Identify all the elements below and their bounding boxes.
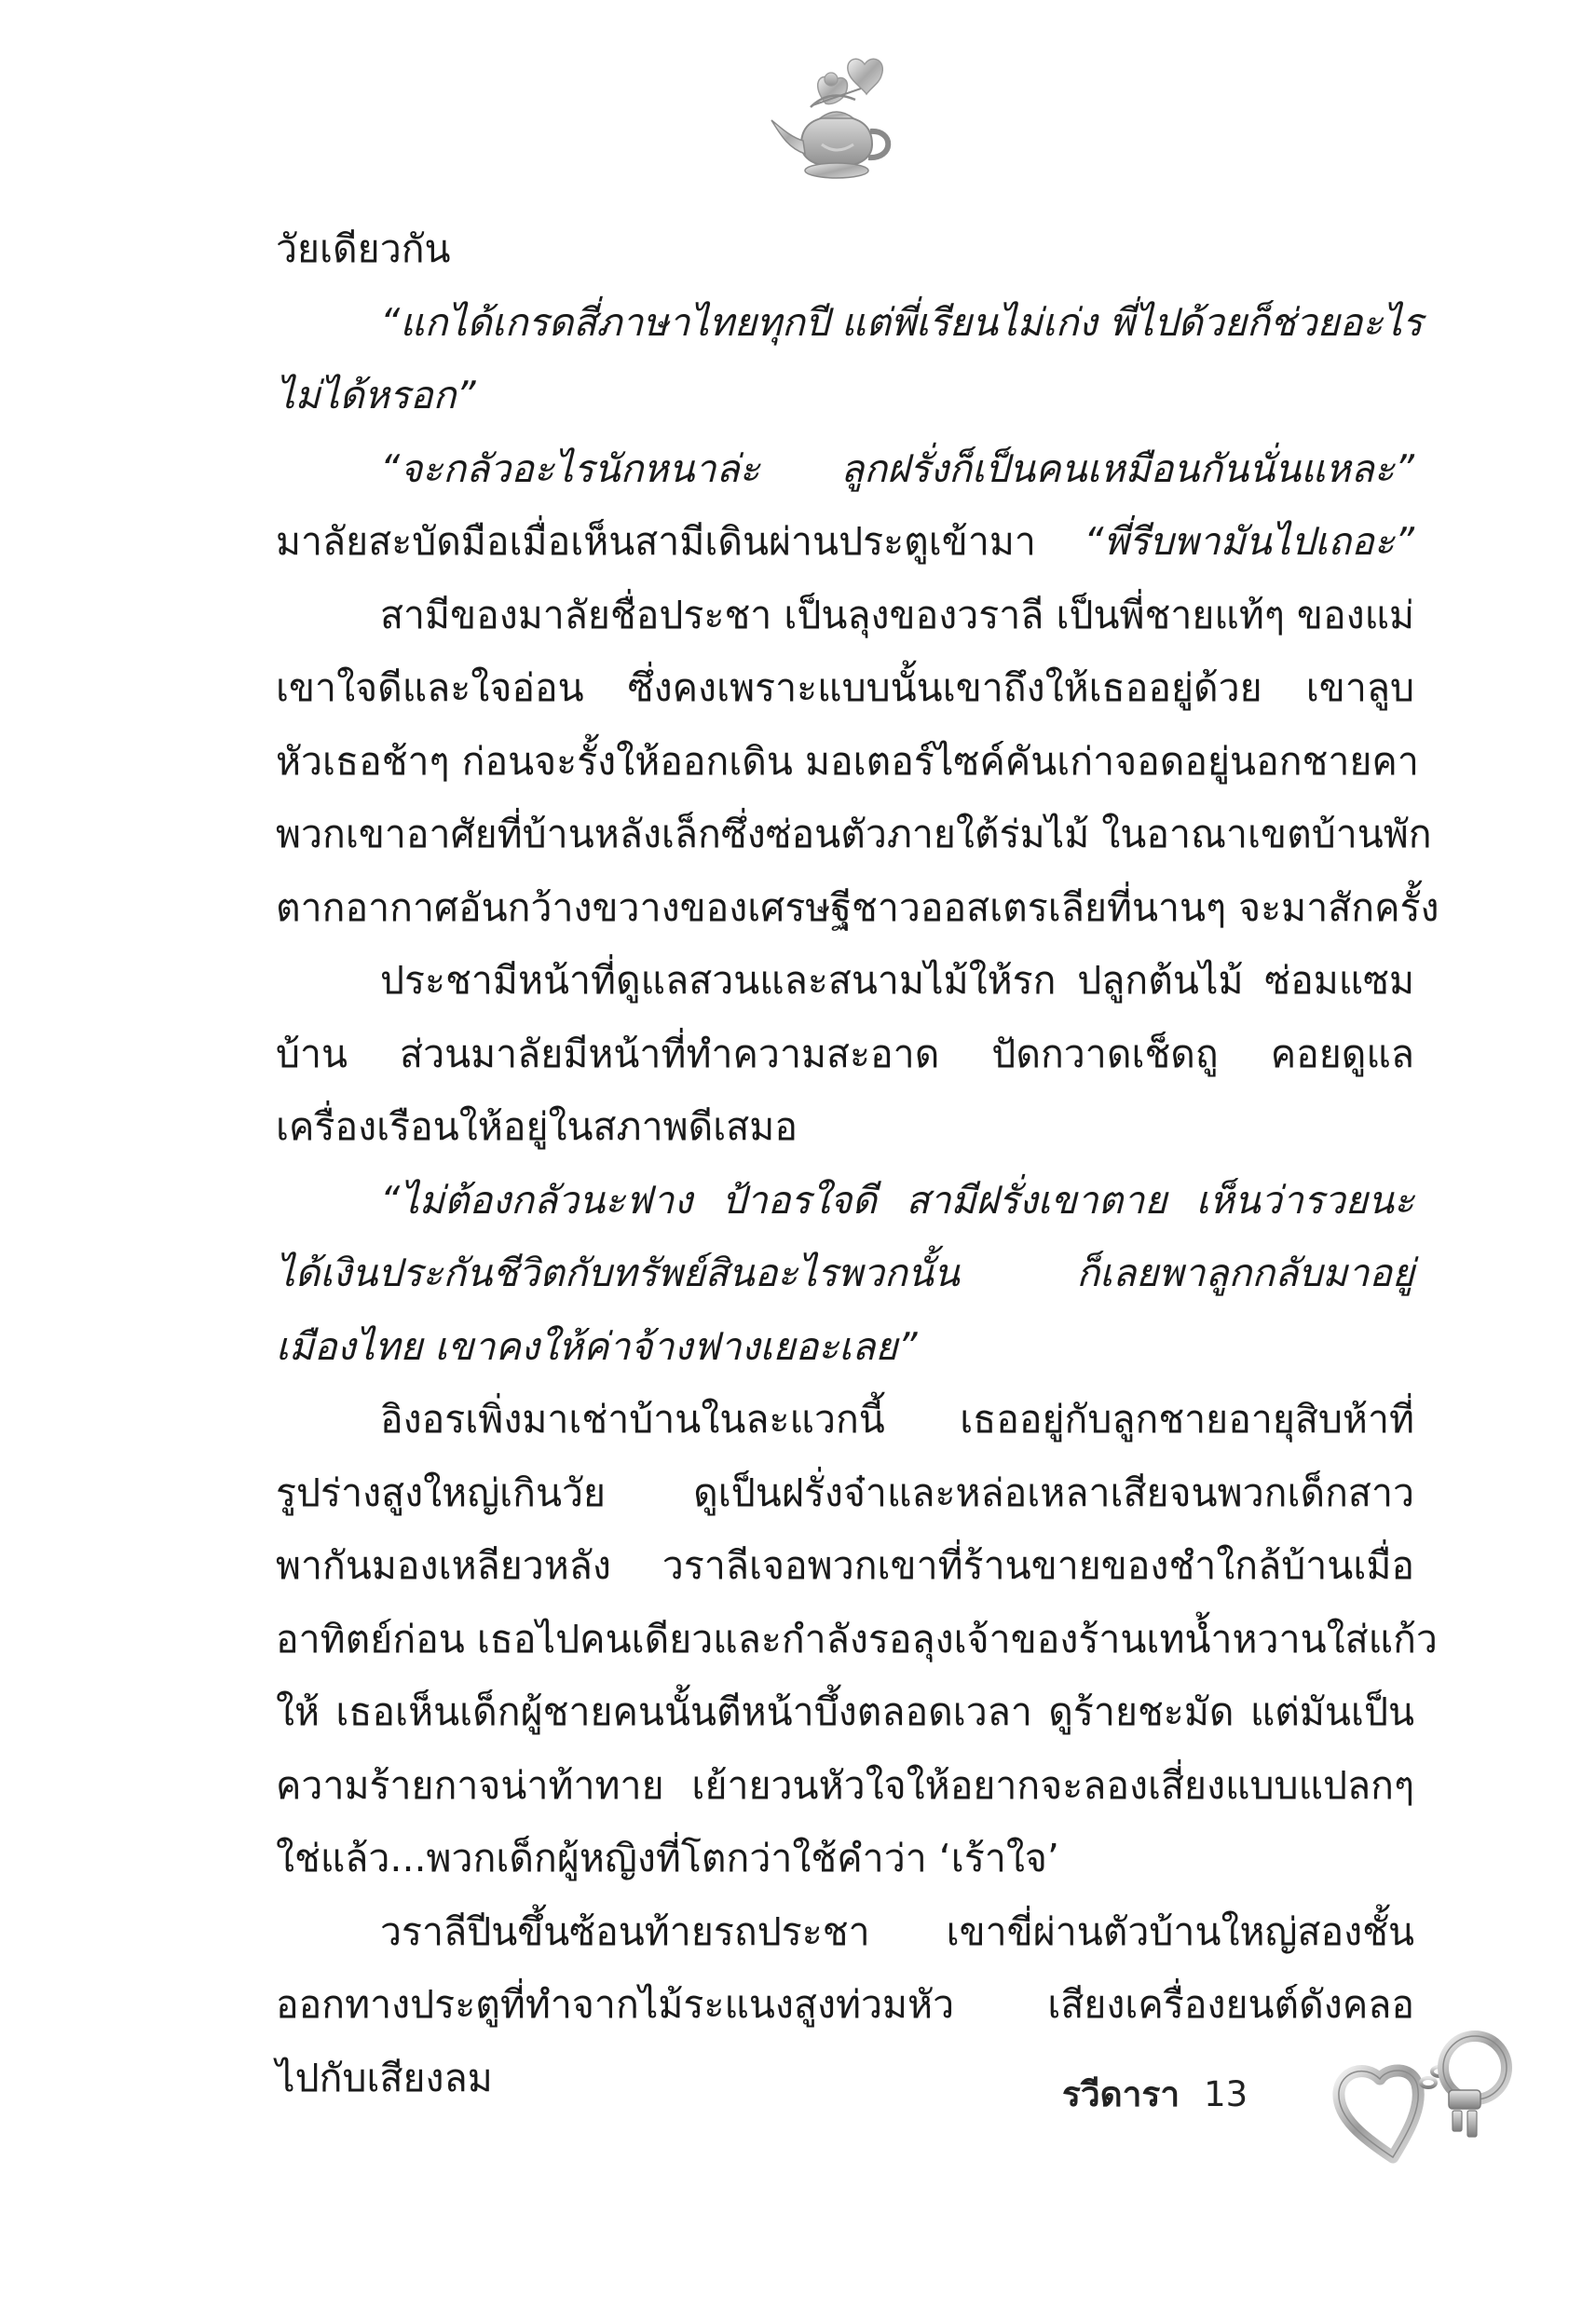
text-line: พวกเขาอาศัยที่บ้านหลังเล็กซึ่งซ่อนตัวภายใต้ร่มไม้ ในอาณาเขตบ้านพัก (276, 812, 1432, 856)
text-line: ประชามีหน้าที่ดูแลสวนและสนามไม้ให้รก ปลูกต้นไม้ ซ่อมแซม (380, 958, 1414, 1003)
text-line: ความร้ายกาจน่าท้าทาย เย้ายวนหัวใจให้อยากจะลองเสี่ยงแบบแปลกๆ (276, 1762, 1414, 1808)
text-line: ออกทางประตูที่ทำจากไม้ระแนงสูงท่วมหัว เสียงเครื่องยนต์ดังคลอ (276, 1982, 1414, 2027)
text-line: หัวเธอช้าๆ ก่อนจะรั้งให้ออกเดิน มอเตอร์ไซค์คันเก่าจอดอยู่นอกชายคา (276, 738, 1419, 784)
text-line: ไปกับเสียงลม (276, 2055, 493, 2100)
text-line: ได้เงินประกันชีวิตกับทรัพย์สินอะไรพวกนั้น ก็เลยพาลูกกลับมาอยู่ (276, 1251, 1414, 1295)
text-line: อาทิตย์ก่อน เธอไปคนเดียวและกำลังรอลุงเจ้าของร้านเทน้ำหวานใส่แก้ว (276, 1616, 1438, 1661)
text-line: วราลีปีนขึ้นซ้อนท้ายรถประชา เขาขี่ผ่านตัวบ้านใหญ่สองชั้น (380, 1908, 1414, 1954)
text-line: ให้ เธอเห็นเด็กผู้ชายคนนั้นตีหน้าบึ้งตลอดเวลา ดูร้ายชะมัด แต่มันเป็น (276, 1689, 1414, 1734)
text-line: อิงอรเพิ่งมาเช่าบ้านในละแวกนี้ เธออยู่กับลูกชายอายุสิบห้าที่ (380, 1397, 1414, 1442)
page-number: 13 (1204, 2074, 1248, 2114)
page-footer (1062, 2067, 1248, 2123)
text-line: รูปร่างสูงใหญ่เกินวัย ดูเป็นฝรั่งจ๋าและหล่อเหลาเสียจนพวกเด็กสาว (276, 1470, 1414, 1515)
text-segment: มาลัยสะบัดมือเมื่อเห็นสามีเดินผ่านประตูเข้ามา (276, 519, 1036, 564)
book-title: รวีดารา (1062, 2074, 1180, 2114)
text-line: ใช่แล้ว...พวกเด็กผู้หญิงที่โตกว่าใช้คำว่า ‘เร้าใจ’ (276, 1836, 1059, 1880)
text-line: บ้าน ส่วนมาลัยมีหน้าที่ทำความสะอาด ปัดกวาดเช็ดถู คอยดูแล (276, 1031, 1414, 1076)
text-line (276, 505, 1414, 579)
dialogue-segment: “พี่รีบพามันไปเถอะ” (1084, 519, 1414, 564)
text-line: เขาใจดีและใจอ่อน ซึ่งคงเพราะแบบนั้นเขาถึงให้เธออยู่ด้วย เขาลูบ (276, 665, 1414, 710)
text-line: ไม่ได้หรอก” (276, 373, 476, 417)
cupid-teapot-ornament-icon (764, 51, 904, 191)
text-line: “แกได้เกรดสี่ภาษาไทยทุกปี แต่พี่เรียนไม่เก่ง พี่ไปด้วยก็ช่วยอะไร (380, 299, 1423, 345)
text-line: เมืองไทย เขาคงให้ค่าจ้างฟางเยอะเลย” (276, 1323, 918, 1369)
page-body-text (276, 212, 1439, 2114)
heart-handcuffs-icon (1328, 2017, 1523, 2176)
text-line: “ไม่ต้องกลัวนะฟาง ป้าอรใจดี สามีฝรั่งเขาตาย เห็นว่ารวยนะ (380, 1177, 1414, 1223)
text-line: วัยเดียวกัน (276, 226, 451, 271)
text-line: “จะกลัวอะไรนักหนาล่ะ ลูกฝรั่งก็เป็นคนเหมือนกันนั่นแหละ” (380, 445, 1414, 491)
text-line: ตากอากาศอันกว้างขวางของเศรษฐีชาวออสเตรเลียที่นานๆ จะมาสักครั้ง (276, 884, 1439, 930)
text-line: พากันมองเหลียวหลัง วราลีเจอพวกเขาที่ร้านขายของชำใกล้บ้านเมื่อ (276, 1543, 1414, 1588)
text-line: สามีของมาลัยชื่อประชา เป็นลุงของวราลี เป็นพี่ชายแท้ๆ ของแม่ (380, 592, 1415, 637)
text-line: เครื่องเรือนให้อยู่ในสภาพดีเสมอ (276, 1104, 798, 1149)
